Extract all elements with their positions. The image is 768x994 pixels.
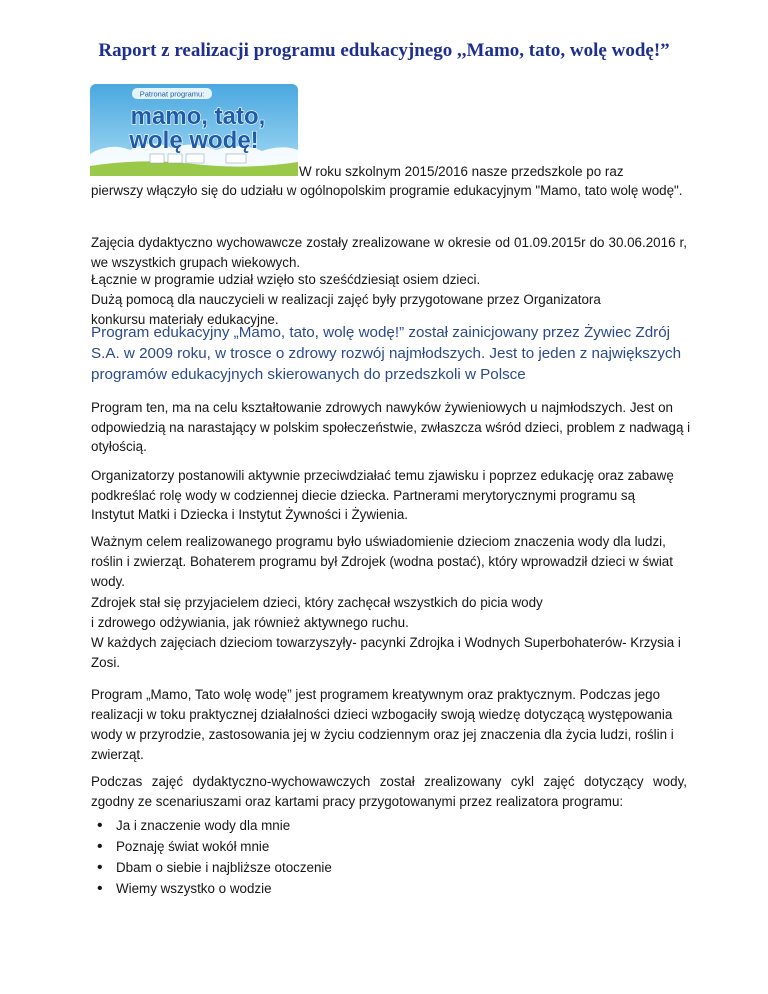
paragraph-creative-program: Program „Mamo, Tato wolę wodę” jest programem kreatywnym oraz praktycznym. Podczas jego realizacji w toku praktycznej działalności dzieci wzbogaciły swoją wiedzę dotyczącą występowania wody w przyrodzie, zastosowania jej w życiu codziennym oraz jej znaczenia dla życia ludzi, roślin i zwierząt. xyxy=(91,687,674,762)
paragraph-period: Zajęcia dydaktyczno wychowawcze zostały zrealizowane w okresie od 01.09.2015r do 30.06.2016 r, we wszystkich grupach wiekowych. xyxy=(91,235,687,270)
paragraph-zdrojek-friend: Zdrojek stał się przyjacielem dzieci, który zachęcał wszystkich do picia wody xyxy=(91,595,543,610)
sponsor-logo-2 xyxy=(168,154,182,163)
paragraph-activity-cycle: Podczas zajęć dydaktyczno-wychowawczych został zrealizowany cykl zajęć dotyczący wody, zgodny ze scenariuszami oraz kartami pracy przygotowanymi przez realizatora programu: xyxy=(91,774,687,809)
paragraph-main-goal: Ważnym celem realizowanego programu było uświadomienie dzieciom znaczenia wody dla ludzi, roślin i zwierząt. Bohaterem programu był Zdrojek (wodna postać), który wprowadził dzieci w świat wody. xyxy=(91,534,673,589)
paragraph-materials: Dużą pomocą dla nauczycieli w realizacji zajęć były przygotowane przez Organizatora konkursu materiały edukacyjne. xyxy=(91,292,601,327)
sponsor-logo-4 xyxy=(226,154,246,163)
program-description-blue: Program edukacyjny „Mamo, tato, wolę wodę!” został zainicjowany przez Żywiec Zdrój S.A. w 2009 roku, w trosce o zdrowy rozwój najmłodszych. Jest to jeden z największych programów edukacyjnych skierowanych do przedszkoli w Polsce xyxy=(91,324,682,383)
program-logo xyxy=(90,84,298,176)
paragraph-organizers: Organizatorzy postanowili aktywnie przeciwdziałać temu zjawisku i poprzez edukację oraz zabawę podkreślać rolę wody w codziennej diecie dziecka. Partnerami merytorycznymi programu są Instytut Matki i Dziecka i Instytut Żywności i Żywienia. xyxy=(91,468,674,522)
page-title: Raport z realizacji programu edukacyjnego ,,Mamo, tato, wolę wodę!” xyxy=(98,40,670,61)
sponsor-logo-3 xyxy=(186,154,204,163)
paragraph-healthy-eating: i zdrowego odżywiania, jak również aktywnego ruchu. xyxy=(91,615,409,630)
list-item: • Dbam o siebie i najbliższe otoczenie xyxy=(91,857,332,878)
logo-line2: wolę wodę! xyxy=(129,127,259,154)
activity-list xyxy=(91,815,332,899)
paragraph-children-count: Łącznie w programie udział wzięło sto sześćdziesiąt osiem dzieci. xyxy=(91,272,481,287)
intro-paragraph: pierwszy włączyło się do udziału w ogólnopolskim programie edukacyjnym "Mamo, tato wolę wodę". xyxy=(91,183,683,198)
list-item: • Wiemy wszystko o wodzie xyxy=(91,878,332,899)
intro-line-1: W roku szkolnym 2015/2016 nasze przedszkole po raz xyxy=(299,164,624,179)
logo-patronat-text: Patronat programu: xyxy=(139,89,205,99)
paragraph-puppets: W każdych zajęciach dzieciom towarzyszyły- pacynki Zdrojka i Wodnych Superbohaterów- Krzysia i Zosi. xyxy=(91,635,681,670)
paragraph-goal: Program ten, ma na celu kształtowanie zdrowych nawyków żywieniowych u najmłodszych. Jest on odpowiedzią na narastający w polskim społeczeństwie, zwłaszcza wśród dzieci, problem z nadwagą i otyłością. xyxy=(91,400,691,454)
sponsor-logo-1 xyxy=(150,154,164,163)
list-item: • Ja i znaczenie wody dla mnie xyxy=(91,815,332,836)
list-item: • Poznaję świat wokół mnie xyxy=(91,836,332,857)
logo-line1: mamo, tato, xyxy=(130,103,266,130)
